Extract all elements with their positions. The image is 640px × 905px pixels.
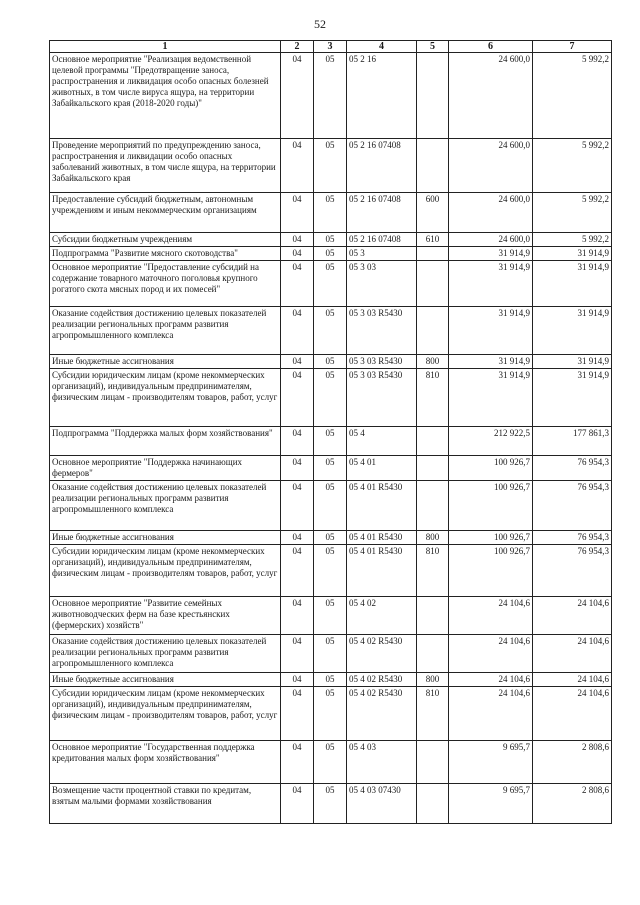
table-row <box>50 233 612 247</box>
cell-subsection: 05 <box>314 369 347 427</box>
cell-target-code: 05 3 03 R5430 <box>347 307 417 355</box>
cell-subsection: 05 <box>314 261 347 307</box>
cell-subsection: 05 <box>314 673 347 687</box>
header-col-7: 7 <box>533 41 612 53</box>
cell-expense-type <box>417 53 449 139</box>
cell-name: Субсидии бюджетным учреждениям <box>50 233 281 247</box>
cell-name: Иные бюджетные ассигнования <box>50 531 281 545</box>
cell-expense-type <box>417 307 449 355</box>
cell-target-code: 05 3 03 R5430 <box>347 369 417 427</box>
cell-amount-plan: 24 104,6 <box>449 687 533 741</box>
cell-name: Субсидии юридическим лицам (кроме некоммерческих организаций), индивидуальным предпринимателям, физическим лицам - производителям товаров, работ, услуг <box>50 687 281 741</box>
cell-amount-plan: 9 695,7 <box>449 784 533 824</box>
page-number: 52 <box>314 17 326 31</box>
table-row <box>50 355 612 369</box>
cell-amount-plan: 24 104,6 <box>449 635 533 673</box>
cell-target-code: 05 3 03 <box>347 261 417 307</box>
cell-amount-actual: 24 104,6 <box>533 635 612 673</box>
cell-target-code: 05 4 02 R5430 <box>347 673 417 687</box>
cell-section: 04 <box>281 784 314 824</box>
cell-section: 04 <box>281 355 314 369</box>
table-row <box>50 673 612 687</box>
cell-name: Оказание содействия достижению целевых показателей реализации региональных программ развития агропромышленного комплекса <box>50 635 281 673</box>
table-row <box>50 307 612 355</box>
table-row <box>50 261 612 307</box>
cell-amount-actual: 76 954,3 <box>533 545 612 597</box>
cell-amount-plan: 100 926,7 <box>449 481 533 531</box>
cell-section: 04 <box>281 481 314 531</box>
cell-subsection: 05 <box>314 635 347 673</box>
table-header-row <box>50 41 612 53</box>
cell-expense-type: 800 <box>417 673 449 687</box>
budget-table <box>49 40 612 824</box>
cell-amount-actual: 24 104,6 <box>533 673 612 687</box>
cell-subsection: 05 <box>314 531 347 545</box>
cell-target-code: 05 4 03 <box>347 741 417 784</box>
cell-target-code: 05 4 02 R5430 <box>347 635 417 673</box>
cell-amount-actual: 31 914,9 <box>533 261 612 307</box>
cell-section: 04 <box>281 247 314 261</box>
cell-subsection: 05 <box>314 545 347 597</box>
cell-amount-actual: 2 808,6 <box>533 784 612 824</box>
cell-expense-type: 600 <box>417 193 449 233</box>
cell-amount-actual: 5 992,2 <box>533 139 612 193</box>
table-row <box>50 456 612 481</box>
header-col-5: 5 <box>417 41 449 53</box>
cell-target-code: 05 2 16 07408 <box>347 233 417 247</box>
table-row <box>50 53 612 139</box>
header-col-2: 2 <box>281 41 314 53</box>
cell-amount-actual: 5 992,2 <box>533 233 612 247</box>
cell-section: 04 <box>281 597 314 635</box>
cell-section: 04 <box>281 427 314 456</box>
cell-name: Оказание содействия достижению целевых показателей реализации региональных программ развития агропромышленного комплекса <box>50 307 281 355</box>
table-row <box>50 369 612 427</box>
cell-subsection: 05 <box>314 307 347 355</box>
cell-amount-actual: 76 954,3 <box>533 456 612 481</box>
cell-target-code: 05 4 01 R5430 <box>347 545 417 597</box>
cell-amount-actual: 76 954,3 <box>533 531 612 545</box>
cell-name: Субсидии юридическим лицам (кроме некоммерческих организаций), индивидуальным предпринимателям, физическим лицам - производителям товаров, работ, услуг <box>50 545 281 597</box>
cell-expense-type <box>417 261 449 307</box>
cell-target-code: 05 4 01 <box>347 456 417 481</box>
cell-section: 04 <box>281 193 314 233</box>
cell-expense-type <box>417 635 449 673</box>
cell-amount-actual: 31 914,9 <box>533 355 612 369</box>
cell-amount-plan: 31 914,9 <box>449 307 533 355</box>
table-row <box>50 687 612 741</box>
cell-amount-plan: 24 600,0 <box>449 139 533 193</box>
cell-section: 04 <box>281 635 314 673</box>
table-row <box>50 193 612 233</box>
table-row <box>50 635 612 673</box>
cell-expense-type: 610 <box>417 233 449 247</box>
cell-name: Основное мероприятие "Предоставление субсидий на содержание товарного маточного поголовья крупного рогатого скота мясных пород и их помесей" <box>50 261 281 307</box>
cell-target-code: 05 3 03 R5430 <box>347 355 417 369</box>
cell-amount-plan: 31 914,9 <box>449 369 533 427</box>
cell-name: Подпрограмма "Развитие мясного скотоводства" <box>50 247 281 261</box>
cell-amount-actual: 24 104,6 <box>533 687 612 741</box>
cell-section: 04 <box>281 673 314 687</box>
cell-amount-actual: 5 992,2 <box>533 193 612 233</box>
header-col-1: 1 <box>50 41 281 53</box>
cell-expense-type <box>417 427 449 456</box>
table-row <box>50 597 612 635</box>
cell-amount-actual: 31 914,9 <box>533 247 612 261</box>
table-row <box>50 531 612 545</box>
cell-target-code: 05 2 16 07408 <box>347 139 417 193</box>
cell-amount-plan: 24 600,0 <box>449 53 533 139</box>
cell-name: Основное мероприятие "Государственная поддержка кредитования малых форм хозяйствования" <box>50 741 281 784</box>
table-row <box>50 481 612 531</box>
cell-subsection: 05 <box>314 597 347 635</box>
table-body <box>50 53 612 824</box>
cell-section: 04 <box>281 53 314 139</box>
cell-section: 04 <box>281 545 314 597</box>
cell-amount-plan: 212 922,5 <box>449 427 533 456</box>
table-row <box>50 784 612 824</box>
cell-amount-actual: 76 954,3 <box>533 481 612 531</box>
cell-subsection: 05 <box>314 53 347 139</box>
cell-amount-actual: 31 914,9 <box>533 307 612 355</box>
cell-expense-type: 800 <box>417 531 449 545</box>
cell-name: Основное мероприятие "Развитие семейных животноводческих ферм на базе крестьянских (фермерских) хозяйств" <box>50 597 281 635</box>
cell-target-code: 05 2 16 <box>347 53 417 139</box>
cell-amount-actual: 31 914,9 <box>533 369 612 427</box>
cell-subsection: 05 <box>314 427 347 456</box>
cell-amount-actual: 177 861,3 <box>533 427 612 456</box>
cell-expense-type <box>417 741 449 784</box>
cell-amount-plan: 24 104,6 <box>449 597 533 635</box>
cell-amount-plan: 31 914,9 <box>449 261 533 307</box>
cell-subsection: 05 <box>314 193 347 233</box>
table-row <box>50 247 612 261</box>
cell-amount-actual: 24 104,6 <box>533 597 612 635</box>
cell-name: Оказание содействия достижению целевых показателей реализации региональных программ развития агропромышленного комплекса <box>50 481 281 531</box>
cell-subsection: 05 <box>314 139 347 193</box>
cell-expense-type <box>417 597 449 635</box>
cell-target-code: 05 4 02 <box>347 597 417 635</box>
cell-amount-actual: 5 992,2 <box>533 53 612 139</box>
cell-section: 04 <box>281 261 314 307</box>
cell-name: Основное мероприятие "Реализация ведомственной целевой программы "Предотвращение заноса, распространения и ликвидация особо опасных болезней животных, в том числе вируса ящура, на территории Забайкальского края (2018-2020 годы)" <box>50 53 281 139</box>
cell-expense-type <box>417 481 449 531</box>
cell-amount-actual: 2 808,6 <box>533 741 612 784</box>
table-row <box>50 545 612 597</box>
cell-amount-plan: 31 914,9 <box>449 355 533 369</box>
header-col-6: 6 <box>449 41 533 53</box>
cell-amount-plan: 24 600,0 <box>449 193 533 233</box>
header-col-3: 3 <box>314 41 347 53</box>
cell-name: Иные бюджетные ассигнования <box>50 355 281 369</box>
cell-section: 04 <box>281 139 314 193</box>
cell-expense-type: 810 <box>417 545 449 597</box>
cell-name: Предоставление субсидий бюджетным, автономным учреждениям и иным некоммерческим организациям <box>50 193 281 233</box>
cell-name: Подпрограмма "Поддержка малых форм хозяйствования" <box>50 427 281 456</box>
cell-subsection: 05 <box>314 687 347 741</box>
cell-section: 04 <box>281 687 314 741</box>
cell-section: 04 <box>281 456 314 481</box>
cell-name: Проведение мероприятий по предупреждению заноса, распространения и ликвидации особо опасных заболеваний животных, в том числе ящура, на территории Забайкальского края <box>50 139 281 193</box>
cell-section: 04 <box>281 369 314 427</box>
cell-target-code: 05 4 01 R5430 <box>347 481 417 531</box>
cell-amount-plan: 24 600,0 <box>449 233 533 247</box>
table-row <box>50 139 612 193</box>
cell-expense-type: 810 <box>417 369 449 427</box>
cell-subsection: 05 <box>314 784 347 824</box>
cell-section: 04 <box>281 531 314 545</box>
cell-subsection: 05 <box>314 481 347 531</box>
cell-target-code: 05 4 01 R5430 <box>347 531 417 545</box>
cell-target-code: 05 2 16 07408 <box>347 193 417 233</box>
cell-expense-type <box>417 139 449 193</box>
cell-expense-type: 800 <box>417 355 449 369</box>
cell-name: Основное мероприятие "Поддержка начинающих фермеров" <box>50 456 281 481</box>
cell-section: 04 <box>281 307 314 355</box>
cell-target-code: 05 4 02 R5430 <box>347 687 417 741</box>
cell-target-code: 05 4 03 07430 <box>347 784 417 824</box>
cell-amount-plan: 24 104,6 <box>449 673 533 687</box>
cell-expense-type <box>417 784 449 824</box>
cell-target-code: 05 4 <box>347 427 417 456</box>
cell-subsection: 05 <box>314 233 347 247</box>
cell-subsection: 05 <box>314 247 347 261</box>
cell-subsection: 05 <box>314 741 347 784</box>
cell-section: 04 <box>281 233 314 247</box>
cell-amount-plan: 100 926,7 <box>449 531 533 545</box>
cell-expense-type: 810 <box>417 687 449 741</box>
cell-name: Возмещение части процентной ставки по кредитам, взятым малыми формами хозяйствования <box>50 784 281 824</box>
cell-expense-type <box>417 247 449 261</box>
cell-amount-plan: 9 695,7 <box>449 741 533 784</box>
cell-section: 04 <box>281 741 314 784</box>
cell-subsection: 05 <box>314 456 347 481</box>
cell-expense-type <box>417 456 449 481</box>
table-row <box>50 427 612 456</box>
cell-amount-plan: 100 926,7 <box>449 456 533 481</box>
cell-amount-plan: 100 926,7 <box>449 545 533 597</box>
cell-target-code: 05 3 <box>347 247 417 261</box>
cell-amount-plan: 31 914,9 <box>449 247 533 261</box>
table-row <box>50 741 612 784</box>
header-col-4: 4 <box>347 41 417 53</box>
cell-name: Иные бюджетные ассигнования <box>50 673 281 687</box>
cell-name: Субсидии юридическим лицам (кроме некоммерческих организаций), индивидуальным предпринимателям, физическим лицам - производителям товаров, работ, услуг <box>50 369 281 427</box>
cell-subsection: 05 <box>314 355 347 369</box>
